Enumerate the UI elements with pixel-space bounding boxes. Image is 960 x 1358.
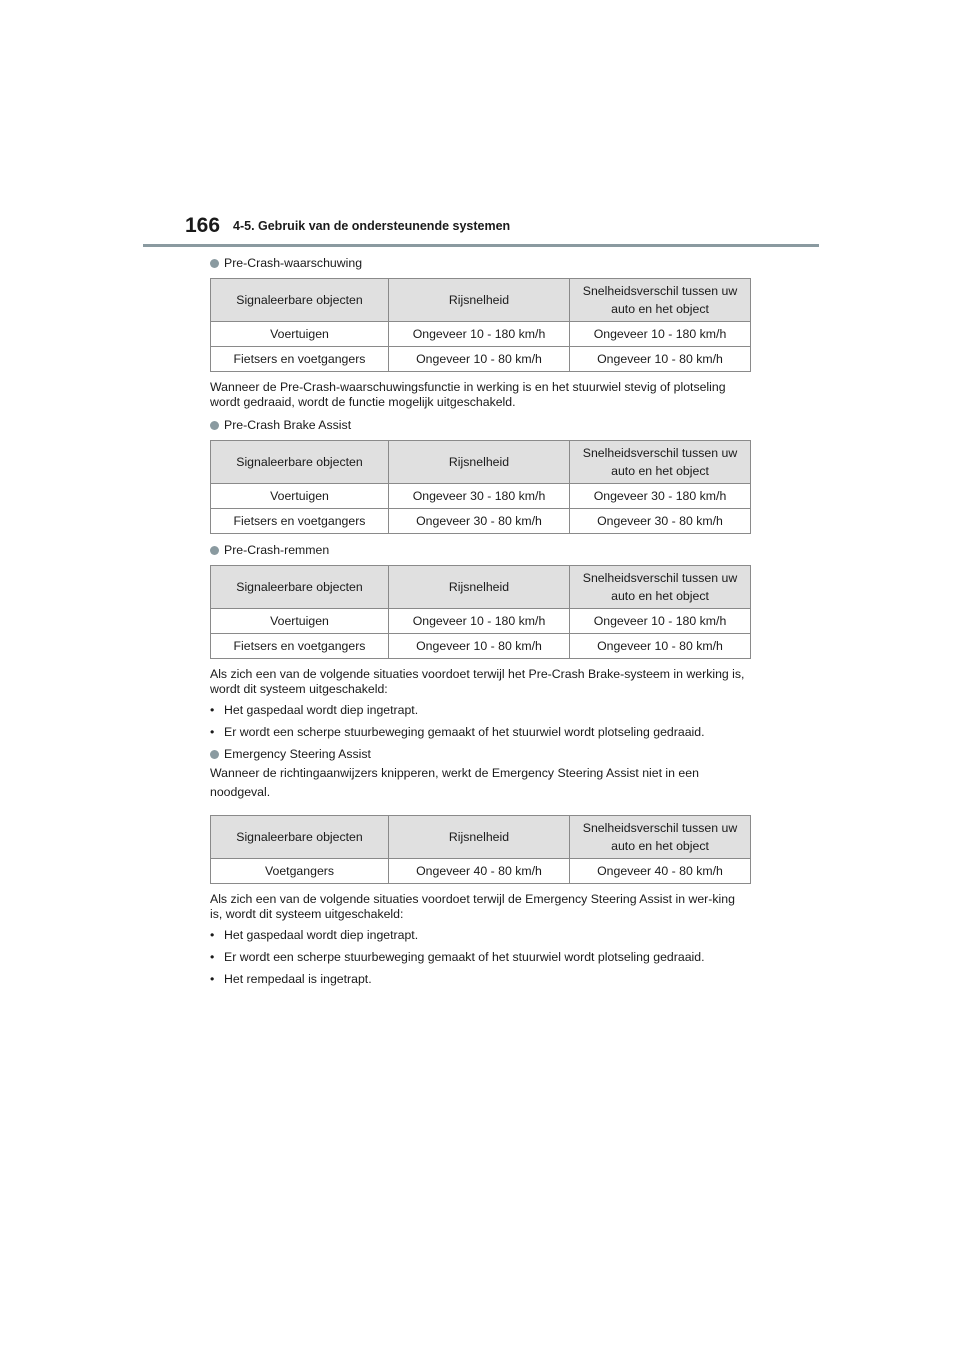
list-item: • Het rempedaal is ingetrapt. [210,972,372,986]
section-title: 4-5. Gebruik van de ondersteunende systemen [233,219,511,233]
list-item: • Het gaspedaal wordt diep ingetrapt. [210,928,419,942]
table-esa [210,815,751,884]
table-header-row: Signaleerbare objecten Rijsnelheid Snelheidsverschil tussen uw auto en het object [211,441,751,484]
page-header [185,212,825,244]
table-row: Fietsers en voetgangers Ongeveer 30 - 80 km/h Ongeveer 30 - 80 km/h [211,509,751,534]
list-item: • Er wordt een scherpe stuurbeweging gemaakt of het stuurwiel wordt plotseling gedraaid. [210,950,705,964]
intro-esa: Wanneer de richtingaanwijzers knipperen, werkt de Emergency Steering Assist niet in een noodgeval. [210,766,699,799]
page-content [210,255,750,987]
section-heading-pcs-warning: Pre-Crash-waarschuwing [210,256,750,270]
header-objects: Signaleerbare objecten [211,279,389,322]
table-pcs-warning [210,278,751,372]
table-header-row: Signaleerbare objecten Rijsnelheid Snelheidsverschil tussen uw auto en het object [211,566,751,609]
table-brake-assist [210,440,751,534]
section-heading-esa: Emergency Steering Assist [210,747,750,761]
page-number: 166 [185,214,221,237]
bullet-dot-icon [210,750,219,759]
table-row: Fietsers en voetgangers Ongeveer 10 - 80 km/h Ongeveer 10 - 80 km/h [211,347,751,372]
section-heading-brake-assist: Pre-Crash Brake Assist [210,418,750,432]
table-row: Voertuigen Ongeveer 30 - 180 km/h Ongeveer 30 - 180 km/h [211,484,751,509]
section-heading-braking: Pre-Crash-remmen [210,543,750,557]
table-header-row [211,279,751,322]
list-item: • Er wordt een scherpe stuurbeweging gemaakt of het stuurwiel wordt plotseling gedraaid. [210,725,705,739]
table-row: Voertuigen Ongeveer 10 - 180 km/h Ongeveer 10 - 180 km/h [211,609,751,634]
header-divider [143,244,819,247]
table-row: Voertuigen Ongeveer 10 - 180 km/h Ongeveer 10 - 180 km/h [211,322,751,347]
bullet-dot-icon [210,546,219,555]
header-speed: Rijsnelheid [389,279,570,322]
table-braking [210,565,751,659]
bullet-dot-icon [210,259,219,268]
header-speed-diff: Snelheidsverschil tussen uw auto en het object [570,279,751,322]
note-esa: Als zich een van de volgende situaties voordoet terwijl de Emergency Steering Assist in wer-king is, wordt dit systeem uitgeschakeld: [210,892,735,921]
list-item: • Het gaspedaal wordt diep ingetrapt. [210,703,419,717]
bullet-dot-icon [210,421,219,430]
note-braking: Als zich een van de volgende situaties voordoet terwijl het Pre-Crash Brake-systeem in werking is, wordt dit systeem uitgeschakeld: [210,667,745,696]
table-row: Fietsers en voetgangers Ongeveer 10 - 80 km/h Ongeveer 10 - 80 km/h [211,634,751,659]
table-row: Voetgangers Ongeveer 40 - 80 km/h Ongeveer 40 - 80 km/h [211,859,751,884]
note-pcs-warning: Wanneer de Pre-Crash-waarschuwingsfunctie in werking is en het stuurwiel stevig of plotseling wordt gedraaid, wordt de functie mogelijk uitgeschakeld. [210,380,726,409]
table-header-row: Signaleerbare objecten Rijsnelheid Snelheidsverschil tussen uw auto en het object [211,816,751,859]
